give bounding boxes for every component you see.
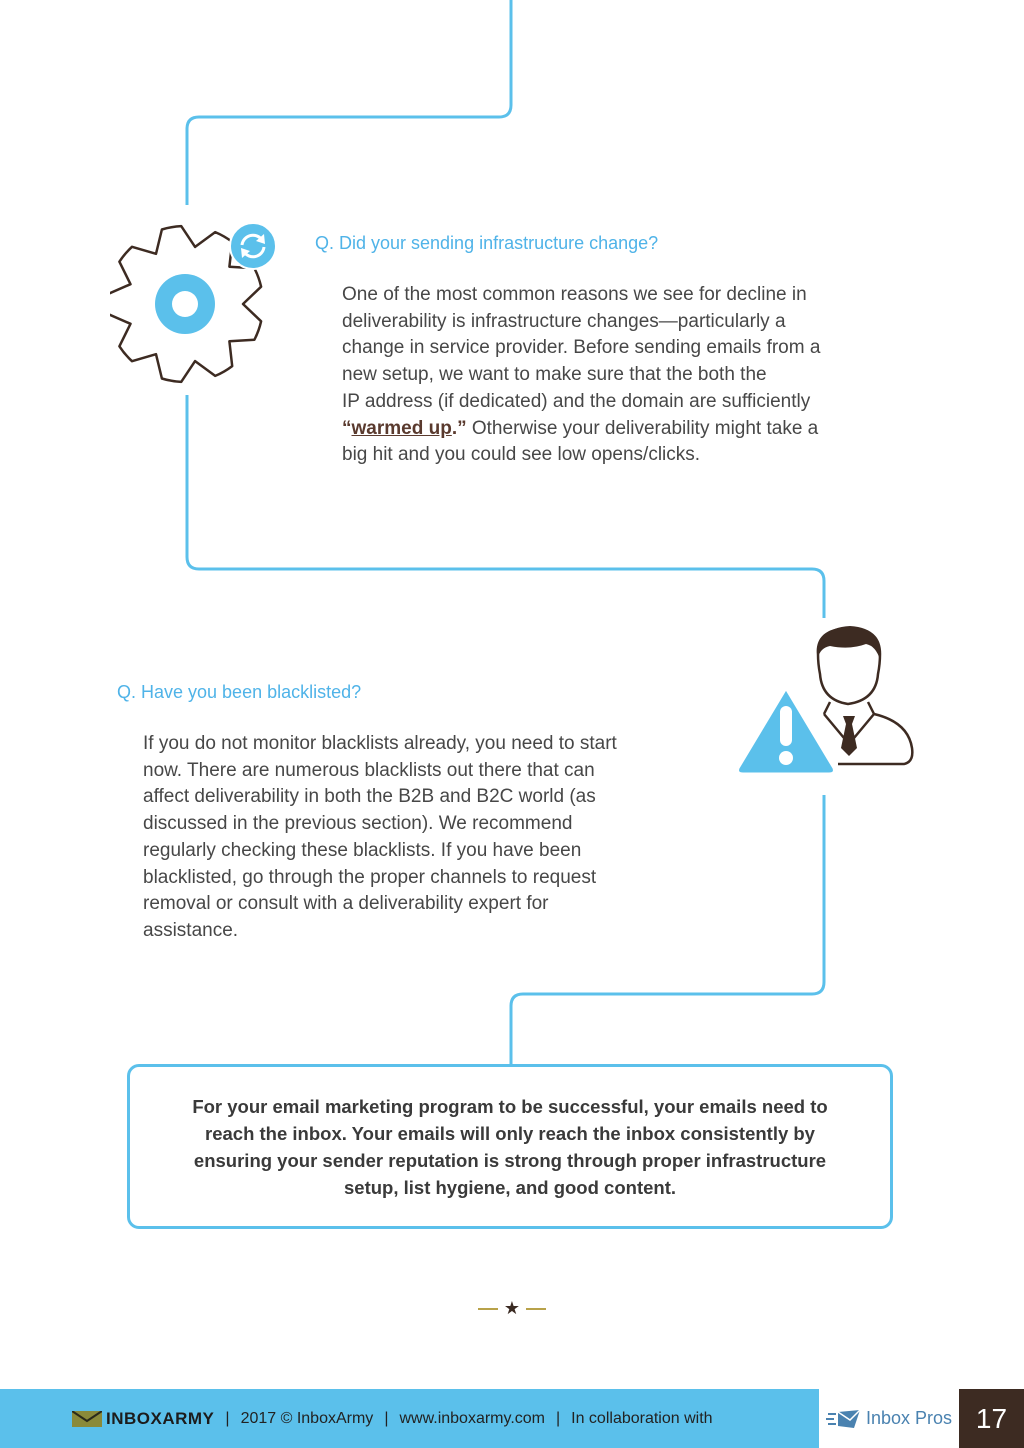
body-line: One of the most common reasons we see for decline in [342, 284, 807, 305]
divider-dash [526, 1308, 546, 1310]
close-quote: .” [451, 417, 467, 439]
open-quote: “ [342, 417, 352, 439]
body-line: now. There are numerous blacklists out there that can [143, 759, 595, 781]
footer-website-link[interactable]: www.inboxarmy.com [399, 1409, 545, 1427]
callout-line: setup, list hygiene, and good content. [344, 1176, 676, 1198]
answer-blacklisted [143, 731, 703, 945]
body-line: blacklisted, go through the proper channels to request [143, 866, 597, 888]
section-divider [478, 1296, 546, 1322]
divider-dash [478, 1308, 498, 1310]
warmed-up-link[interactable]: warmed up [351, 417, 452, 439]
question-infrastructure: Q. Did your sending infrastructure change? [315, 233, 659, 253]
inboxarmy-logo[interactable] [72, 1409, 214, 1429]
partner-name: Inbox Pros [865, 1408, 953, 1428]
body-line: If you do not monitor blacklists already, you need to start [143, 733, 617, 754]
body-line: deliverability is infrastructure changes—particularly a [342, 310, 786, 332]
footer-collab-text: In collaboration with [571, 1409, 713, 1427]
refresh-icon [228, 221, 278, 271]
footer-credits [72, 1389, 713, 1448]
inbox-pros-logo[interactable] [819, 1389, 959, 1448]
body-line: regularly checking these blacklists. If you have been [143, 839, 582, 861]
body-line: IP address (if dedicated) and the domain are sufficiently [342, 390, 811, 412]
callout-line: reach the inbox. Your emails will only reach the inbox consistently by [205, 1122, 815, 1144]
star-icon: ★ [503, 1298, 521, 1319]
after-link-text: Otherwise your deliverability might take a [466, 417, 819, 439]
page-footer [0, 1389, 1024, 1448]
body-line: big hit and you could see low opens/clicks. [342, 444, 701, 466]
callout-line: For your email marketing program to be successful, your emails need to [192, 1095, 828, 1117]
callout-text [165, 1093, 855, 1201]
answer-infrastructure [342, 282, 882, 469]
body-line: change in service provider. Before sending emails from a [342, 337, 821, 359]
envelope-logo-icon [72, 1411, 102, 1427]
body-line-with-link [342, 416, 882, 443]
callout-line: ensuring your sender reputation is strong through proper infrastructure [193, 1149, 827, 1171]
brand-name: INBOXARMY [106, 1408, 215, 1428]
body-line: assistance. [143, 919, 239, 941]
footer-separator: | [555, 1409, 561, 1427]
body-line: affect deliverability in both the B2B and B2C world (as [143, 786, 596, 808]
footer-separator: | [384, 1409, 389, 1427]
body-line: removal or consult with a deliverability expert for [143, 893, 549, 915]
summary-callout-box [127, 1064, 893, 1229]
warning-icon [734, 684, 838, 776]
body-line: new setup, we want to make sure that the both the [342, 364, 767, 386]
inbox-pros-icon [826, 1408, 862, 1430]
footer-copyright: 2017 © InboxArmy [240, 1409, 374, 1427]
body-line: discussed in the previous section). We recommend [143, 813, 573, 835]
footer-separator: | [225, 1409, 230, 1427]
question-blacklisted: Q. Have you been blacklisted? [117, 682, 362, 702]
page-number: 17 [959, 1389, 1024, 1448]
